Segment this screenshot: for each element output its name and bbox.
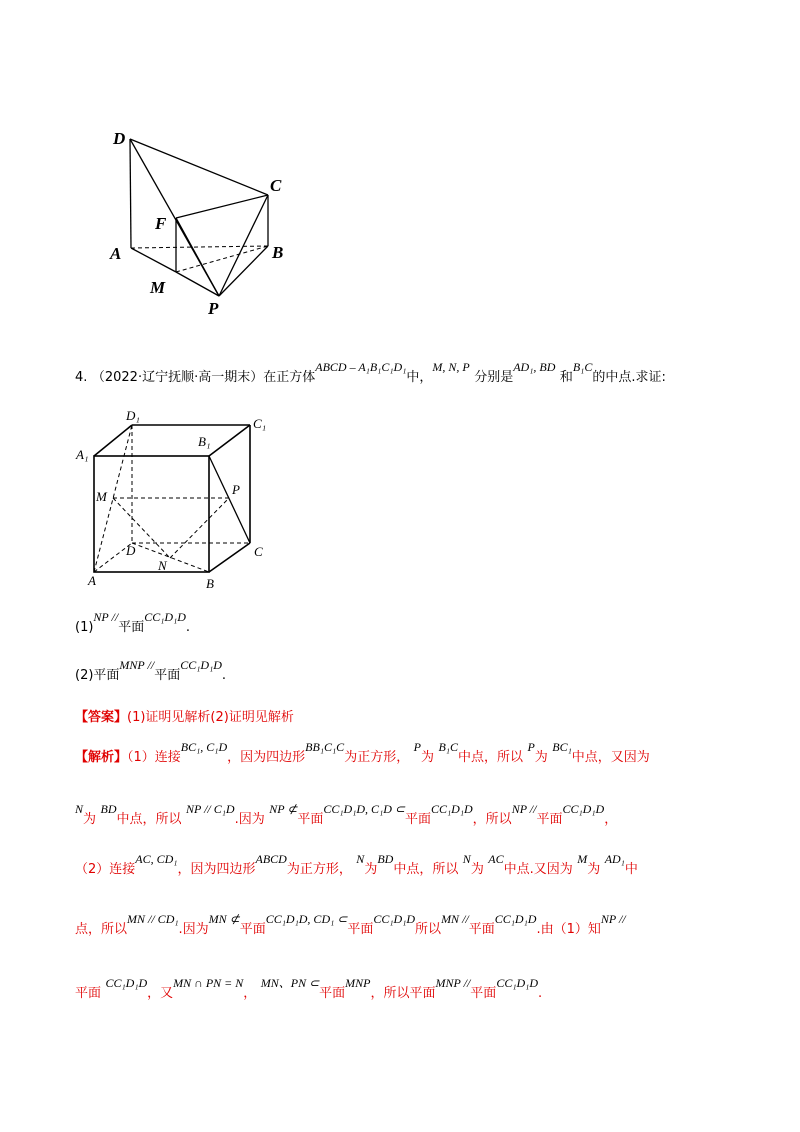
math-mnp-parallel: MNP // xyxy=(119,658,155,672)
analysis-line-1 xyxy=(75,740,650,767)
analysis-text: 为 xyxy=(470,862,484,877)
math: NP ⊄ xyxy=(269,802,298,816)
math: BB₁C₁C xyxy=(305,740,345,754)
cube-diagram xyxy=(75,408,275,593)
math: AC xyxy=(488,852,504,866)
pyramid-diagram xyxy=(100,120,300,330)
analysis-text: 为 xyxy=(421,750,435,765)
analysis-text: 为 xyxy=(534,750,548,765)
math-np-parallel: NP // xyxy=(93,610,119,624)
analysis-text: 平面 xyxy=(470,986,497,1001)
math-seg: AD₁, BD xyxy=(513,360,556,374)
analysis-text: ， xyxy=(243,986,257,1001)
analysis-text: 中 xyxy=(624,862,638,877)
cube-figure xyxy=(75,408,275,593)
analysis-text: 平面 xyxy=(319,986,346,1001)
analysis-text: 平面 xyxy=(297,812,324,827)
part-1 xyxy=(75,610,191,637)
label-M: M xyxy=(96,489,107,504)
label-P: P xyxy=(208,299,219,318)
math: AD₁ xyxy=(604,852,625,866)
problem-text: 分别是 xyxy=(474,370,514,385)
part-1-prefix: (1) xyxy=(75,620,94,635)
label-A: A xyxy=(110,244,122,263)
analysis-text: 为 xyxy=(364,862,378,877)
math: M xyxy=(577,852,588,866)
math: NP // C₁D xyxy=(185,802,235,816)
analysis-text: 为 xyxy=(587,862,601,877)
analysis-text: 平面 xyxy=(468,922,495,937)
part-2 xyxy=(75,658,227,685)
problem-statement xyxy=(75,360,666,387)
analysis-line-2 xyxy=(75,802,618,829)
math: N xyxy=(75,802,84,816)
problem-source: （2022·辽宁抚顺·高一期末） xyxy=(91,370,264,385)
answer-label: 【答案】 xyxy=(75,710,128,725)
label-D1: D₁ xyxy=(126,408,140,423)
analysis-text: .因为 xyxy=(178,922,209,937)
analysis-text: ，所以 xyxy=(472,812,512,827)
analysis-line-3 xyxy=(75,852,638,879)
math: ABCD xyxy=(255,852,287,866)
math: BD xyxy=(100,802,117,816)
label-N: N xyxy=(158,558,167,573)
analysis-text: 为正方形， xyxy=(344,750,410,765)
answer-line xyxy=(75,708,294,727)
math: CC₁D₁D xyxy=(494,912,537,926)
math: N xyxy=(356,852,365,866)
analysis-text: .由（1）知 xyxy=(536,922,601,937)
analysis-text: ，因为四边形 xyxy=(177,862,256,877)
math-cube: ABCD – A₁B₁C₁D₁ xyxy=(315,360,407,374)
math: B₁C xyxy=(438,740,458,754)
analysis-text: （2）连接 xyxy=(75,862,136,877)
math: AC, CD₁ xyxy=(135,852,178,866)
problem-text: 在正方体 xyxy=(263,370,316,385)
period: . xyxy=(221,668,227,683)
math: CC₁D₁D xyxy=(373,912,416,926)
math: MN // CD₁ xyxy=(127,912,179,926)
math: CC₁D₁D xyxy=(496,976,538,990)
analysis-text: 中点，所以 xyxy=(116,812,182,827)
label-D: D xyxy=(113,129,126,148)
math: N xyxy=(462,852,471,866)
math: BC₁, C₁D xyxy=(180,740,228,754)
analysis-text: 所以 xyxy=(415,922,442,937)
math: CC₁D₁D, C₁D ⊂ xyxy=(323,802,405,816)
analysis-text: 点，所以 xyxy=(75,922,128,937)
label-C1: C₁ xyxy=(253,416,267,431)
analysis-label: 【解析】 xyxy=(75,750,128,765)
pyramid-figure xyxy=(100,120,300,330)
label-A1: A₁ xyxy=(76,447,89,462)
math: CC₁D₁D xyxy=(430,802,473,816)
problem-text: 和 xyxy=(559,370,573,385)
label-C: C xyxy=(254,544,263,559)
analysis-text: 中点，所以 xyxy=(393,862,459,877)
problem-text: 中， xyxy=(406,370,433,385)
analysis-text: 为 xyxy=(83,812,97,827)
label-C: C xyxy=(270,176,282,195)
analysis-text: 平面 xyxy=(404,812,431,827)
plane-word: 平面 xyxy=(154,668,181,683)
plane-word: 平面 xyxy=(118,620,145,635)
analysis-text: （1）连接 xyxy=(127,750,181,765)
analysis-text: 中点，所以 xyxy=(457,750,523,765)
period: . xyxy=(185,620,191,635)
problem-number: 4. xyxy=(75,370,88,385)
analysis-text: ，所以平面 xyxy=(370,986,436,1001)
math-seg: B₁C xyxy=(572,360,593,374)
math: NP // xyxy=(511,802,537,816)
math: MN // xyxy=(441,912,469,926)
math: MNP xyxy=(345,976,371,990)
label-F: F xyxy=(155,214,167,233)
label-M: M xyxy=(150,278,166,297)
analysis-text: ， xyxy=(604,812,618,827)
analysis-text: 平面 xyxy=(75,986,102,1001)
math: CC₁D₁D xyxy=(105,976,148,990)
analysis-text: 平面 xyxy=(536,812,563,827)
analysis-text: 中点，又因为 xyxy=(571,750,650,765)
math: CC₁D₁D, CD₁ ⊂ xyxy=(265,912,348,926)
math: CC₁D₁D xyxy=(562,802,605,816)
math: MN ∩ PN = N xyxy=(173,976,244,990)
math: P xyxy=(527,740,535,754)
analysis-text: ，因为四边形 xyxy=(227,750,306,765)
analysis-line-4 xyxy=(75,912,626,939)
analysis-text: 平面 xyxy=(347,922,374,937)
math: BD xyxy=(377,852,394,866)
math-plane: CC₁D₁D xyxy=(144,610,186,624)
part-2-prefix: (2)平面 xyxy=(75,668,120,683)
math: MNP // xyxy=(435,976,471,990)
answer-text: (1)证明见解析(2)证明见解析 xyxy=(127,710,294,725)
math-plane: CC₁D₁D xyxy=(180,658,222,672)
analysis-text: 平面 xyxy=(239,922,266,937)
math-points: M, N, P xyxy=(432,360,470,374)
math: BC₁ xyxy=(552,740,572,754)
problem-text: 的中点.求证: xyxy=(592,370,666,385)
label-B: B xyxy=(272,243,284,262)
analysis-text: 为正方形， xyxy=(286,862,352,877)
label-B1: B₁ xyxy=(198,434,211,449)
analysis-line-5 xyxy=(75,976,543,1003)
math: MN ⊄ xyxy=(208,912,240,926)
math: MN、PN ⊂ xyxy=(260,976,320,990)
label-A: A xyxy=(88,573,96,588)
analysis-text: ，又 xyxy=(147,986,174,1001)
analysis-text: 中点.又因为 xyxy=(503,862,573,877)
math: P xyxy=(413,740,421,754)
math: NP // xyxy=(600,912,626,926)
analysis-text: .因为 xyxy=(234,812,265,827)
label-D: D xyxy=(126,543,136,558)
analysis-text: . xyxy=(538,986,543,1001)
label-P: P xyxy=(232,482,240,497)
label-B: B xyxy=(206,576,214,591)
